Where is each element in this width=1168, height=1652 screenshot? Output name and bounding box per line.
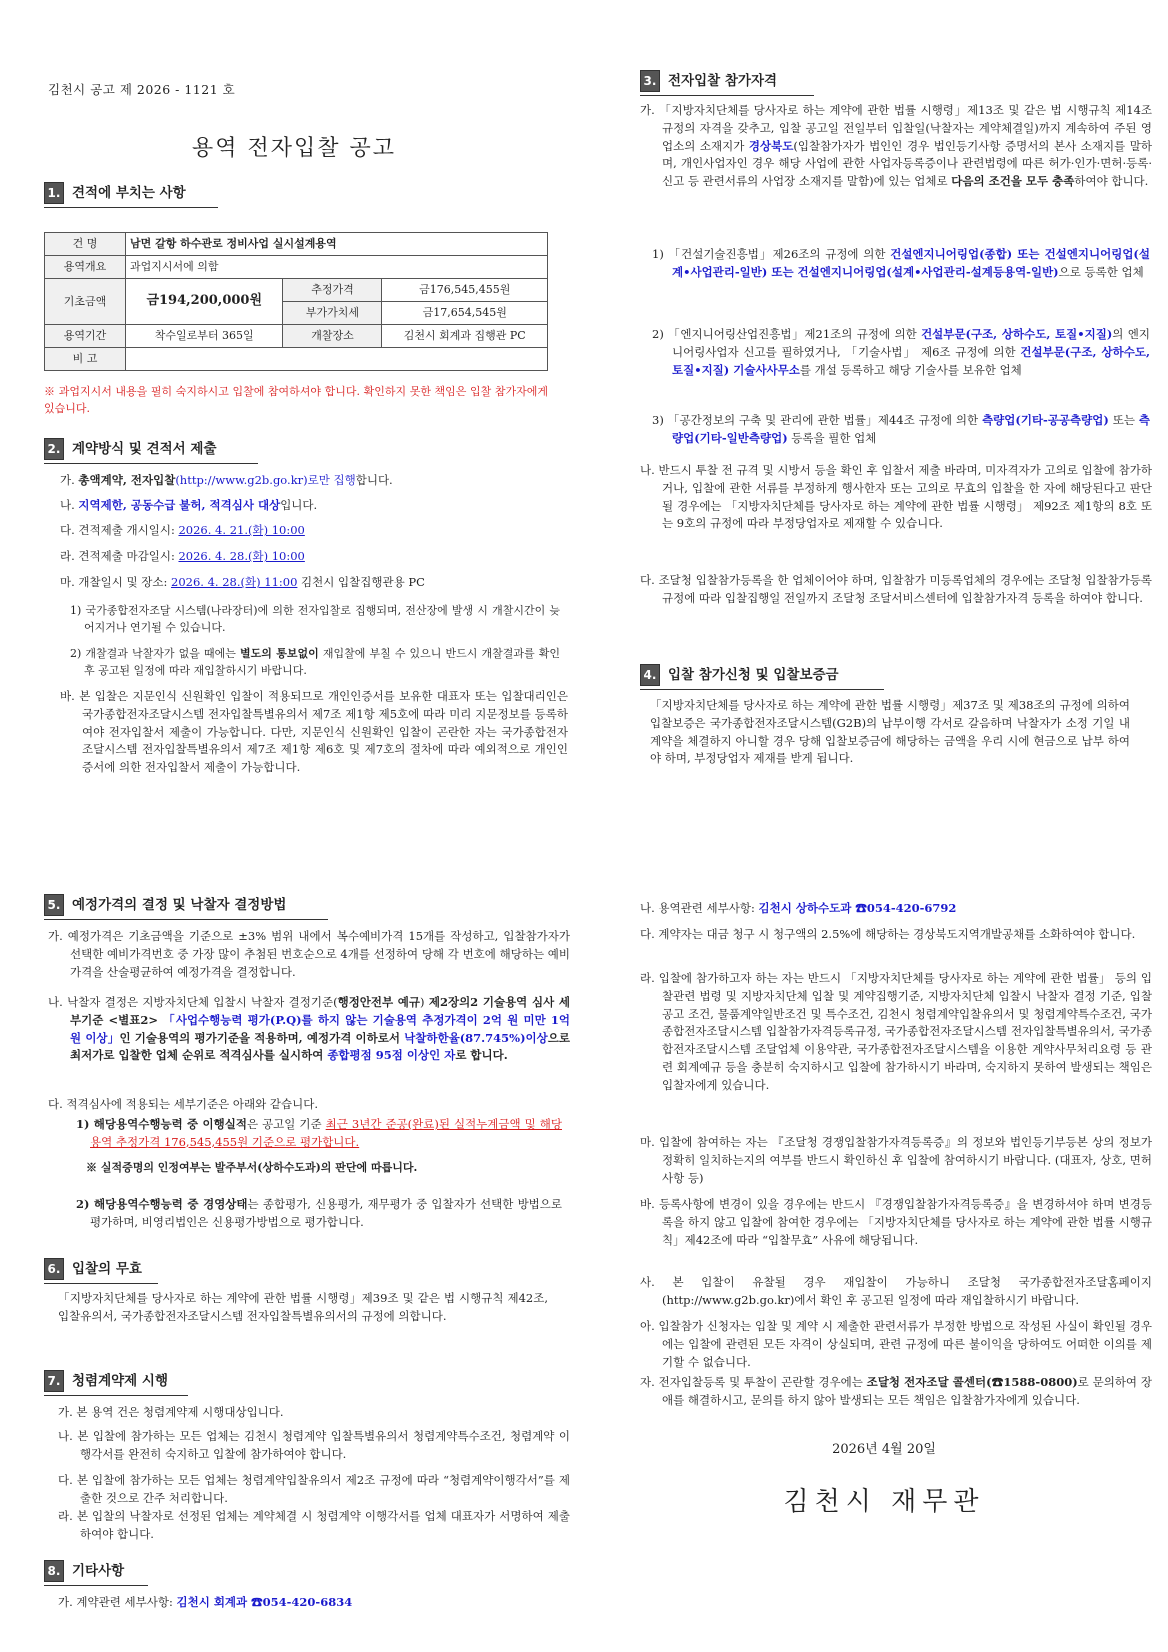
section-number: 7. — [44, 1370, 64, 1392]
s2-sub-1: 1) 국가종합전자조달 시스템(나라장터)에 의한 전자입찰로 집행되며, 전산장에 발생 시 개찰시간이 늦어지거나 연기될 수 있습니다. — [70, 604, 560, 635]
notice-number: 김천시 공고 제 2026 - 1121 호 — [48, 82, 236, 97]
opening-place: 김천시 회계과 집행관 PC — [382, 325, 548, 348]
table-header-cell: 용역기간 — [45, 325, 126, 348]
s2-item-ga: 가. 총액계약, 전자입찰(http://www.g2b.go.kr)로만 집행합니다. — [60, 473, 393, 487]
table-header-cell: 비 고 — [45, 348, 126, 371]
section-title: 견적에 부치는 사항 — [72, 184, 186, 201]
section-number: 6. — [44, 1258, 64, 1280]
section-title: 전자입찰 참가자격 — [668, 72, 778, 89]
s8-item-ga: 가. 계약관련 세부사항: 김천시 회계과 ☎054-420-6834 — [58, 1595, 353, 1609]
estimate-table — [44, 232, 548, 371]
s2-item-ra: 라. 견적제출 마감일시: 2026. 4. 28.(화) 10:00 — [60, 549, 305, 563]
s8-item-da: 다. 계약자는 대금 청구 시 청구액의 2.5%에 해당하는 경상북도지역개발공채를 소화하여야 합니다. — [640, 927, 1136, 941]
warning-note: ※ 과업지시서 내용을 필히 숙지하시고 입찰에 참여하셔야 합니다. 확인하지 못한 책임은 입찰 참가자에게 있습니다. — [44, 385, 548, 416]
s3-item-na: 나. 반드시 투찰 전 규격 및 시방서 등을 확인 후 입찰서 제출 바라며, 미자격자가 고의로 입찰에 참가하거나, 입찰에 관한 서류를 부정하게 행사한자 또는 고의로 무효의 입찰을 한 자에 해당된다고 판단될 경우에는 「지방자치단체를 당사자로 하는 계약에 관한 법률 시행령」 제92조 제1항의 8호 또는 9호의 규정에 따라 부정당업자로 제재할 수 있습니다. — [640, 463, 1152, 531]
s2-item-na: 나. 지역제한, 공동수급 불허, 적격심사 대상입니다. — [60, 498, 318, 512]
section-1-header — [44, 182, 224, 204]
section-4-header — [640, 664, 890, 686]
project-name: 남면 갈항 하수관로 정비사업 실시설계용역 — [126, 233, 548, 256]
section-number: 5. — [44, 894, 64, 916]
s3-qual-2: 2) 「엔지니어링산업진흥법」제21조의 규정에 의한 건설부문(구조, 상하수도, 토질•지질)의 엔지니어링사업자 신고를 필하였거나, 「기술사법」 제6조 규정에 의한 건설부문(구조, 상하수도, 토질•지질) 기술사사무소를 개설 등록하고 해당 기술사를 보유한 업체 — [652, 327, 1150, 377]
s5-item-ga: 가. 예정가격은 기초금액을 기준으로 ±3% 범위 내에서 복수예비가격 15개를 작성하고, 입찰참가자가 선택한 예비가격번호 중 가장 많이 추첨된 번호순으로 4개를 선정하여 당해 각 번호에 해당하는 예비가격을 산술평균하여 예정가격을 결정합니다. — [48, 929, 570, 979]
s7-item-ra: 라. 본 입찰의 낙찰자로 선정된 업체는 계약체결 시 청렴계약 이행각서를 업체 대표자가 서명하여 제출하여야 합니다. — [58, 1509, 570, 1541]
section-8-header — [44, 1560, 154, 1582]
s6-body: 「지방자치단체를 당사자로 하는 계약에 관한 법률 시행령」제39조 및 같은 법 시행규칙 제42조, 입찰유의서, 국가종합전자조달시스템 전자입찰특별유의서의 규정에 의합니다. — [58, 1291, 548, 1323]
section-5-header — [44, 894, 334, 916]
s2-sub-2: 2) 개찰결과 낙찰자가 없을 때에는 별도의 통보없이 재입찰에 부칠 수 있으니 반드시 개찰결과를 확인 후 공고된 일정에 따라 재입찰하시기 바랍니다. — [70, 647, 560, 678]
vat-amount: 금17,654,545원 — [382, 302, 548, 325]
table-row — [45, 256, 548, 279]
s5-sub-1: 1) 해당용역수행능력 중 이행실적은 공고일 기준 최근 3년간 준공(완료)된 실적누계금액 및 해당 용역 추정가격 176,545,455원 기준으로 평가합니다. — [76, 1117, 562, 1149]
s3-item-da: 다. 조달청 입찰참가등록을 한 업체이어야 하며, 입찰참가 미등록업체의 경우에는 조달청 입찰참가등록규정에 따라 입찰집행일 전일까지 조달청 조달서비스센터에 입찰참가자격 등록을 하여야 합니다. — [640, 573, 1152, 605]
s4-body: 「지방자치단체를 당사자로 하는 계약에 관한 법률 시행령」제37조 및 제38조의 규정에 의하여 입찰보증은 국가종합전자조달시스템(G2B)의 납부이행 각서로 갈음하며 낙찰자가 소정 기일 내 계약을 체결하지 아니할 경우 당해 입찰보증금에 해당하는 금액을 우리 시에 현금으로 납부 하여야 하며, 부정당업자 제재를 받게 됩니다. — [650, 698, 1130, 766]
s8-item-ma: 마. 입찰에 참여하는 자는 『조달청 경쟁입찰참가자격등록증』의 정보와 법인등기부등본 상의 정보가 정확히 일치하는지의 여부를 반드시 확인하신 후 입찰에 참여하시기 바랍니다. (대표자, 상호, 면허사항 등) — [640, 1135, 1152, 1185]
s3-item-ga: 가. 「지방자치단체를 당사자로 하는 계약에 관한 법률 시행령」제13조 및 같은 법 시행규칙 제14조 규정의 자격을 갖추고, 입찰 공고일 전일부터 입찰일(낙찰자는 계약체결일)까지 계속하여 주된 영업소의 소재지가 경상북도(입찰참가자가 법인인 경우 법인등기사항 증명서의 본사 소재지를 말하며, 개인사업자인 경우 해당 사업에 관한 사업자등록증이나 관련법령에 따른 허가·인가·면허·등록·신고 등 관련서류의 사업장 소재지를 말함)에 있는 업체로 다음의 조건을 모두 충족하여야 합니다. — [640, 103, 1153, 189]
section-number: 8. — [44, 1560, 64, 1582]
s8-item-a: 아. 입찰참가 신청자는 입찰 및 계약 시 제출한 관련서류가 부정한 방법으로 작성된 사실이 확인될 경우에는 입찰에 관련된 모든 자격이 상실되며, 관련 규정에 따른 불이익을 당하여도 어떠한 이의를 제기할 수 없습니다. — [640, 1319, 1152, 1369]
s7-item-ga: 가. 본 용역 건은 청렴계약제 시행대상입니다. — [58, 1405, 284, 1419]
table-header-cell: 건 명 — [45, 233, 126, 256]
section-title: 예정가격의 결정 및 낙찰자 결정방법 — [72, 896, 287, 913]
table-header-cell: 기초금액 — [45, 279, 126, 325]
s3-qual-3: 3) 「공간정보의 구축 및 관리에 관한 법률」제44조 규정에 의한 측량업(기타-공공측량업) 또는 측량업(기타-일반측량업) 등록을 필한 업체 — [652, 413, 1151, 445]
section-number: 1. — [44, 182, 64, 204]
remarks — [126, 348, 548, 371]
s7-item-na: 나. 본 입찰에 참가하는 모든 업체는 김천시 청렴계약 입찰특별유의서 청렴계약특수조건, 청렴계약 이행각서를 완전히 숙지하고 입찰에 참가하여야 합니다. — [58, 1429, 570, 1461]
table-row — [45, 233, 548, 256]
section-title: 청렴계약제 시행 — [72, 1372, 168, 1389]
section-7-header — [44, 1370, 194, 1392]
s3-qual-1: 1) 「건설기술진흥법」제26조의 규정에 의한 건설엔지니어링업(종합) 또는 건설엔지니어링업(설계•사업관리-일반) 또는 건설엔지니어링업(설계•사업관리-설계등용역-일반)으로 등록한 업체 — [652, 247, 1150, 279]
estimated-price: 금176,545,455원 — [382, 279, 548, 302]
notice-date: 2026년 4월 20일 — [832, 1442, 936, 1457]
section-number: 2. — [44, 438, 64, 460]
s5-item-na: 나. 낙찰자 결정은 지방자치단체 입찰시 낙찰자 결정기준(행정안전부 예규) 제2장의2 기술용역 심사 세부기준 <별표2> 「사업수행능력 평가(P.Q)를 하지 않는 기술용역 추정가격이 2억 원 미만 1억 원 이상」인 기술용역의 평가기준을 적용하며, 예정가격 이하로서 낙찰하한율(87.745%)이상으로 최저가로 입찰한 업체 순위로 적격심사를 실시하여 종합평점 95점 이상인 자로 합니다. — [48, 995, 570, 1063]
s7-item-da: 다. 본 입찰에 참가하는 모든 업체는 청렴계약입찰유의서 제2조 규정에 따라 “청렴계약이행각서”를 제출한 것으로 간주 처리합니다. — [58, 1473, 570, 1505]
section-2-header — [44, 438, 264, 460]
section-title: 기타사항 — [72, 1562, 125, 1579]
section-6-header — [44, 1258, 164, 1280]
page-title: 용역 전자입찰 공고 — [191, 136, 396, 161]
s2-item-ba: 바. 본 입찰은 지문인식 신원확인 입찰이 적용되므로 개인인증서를 보유한 대표자 또는 입찰대리인은 국가종합전자조달시스템 전자입찰특별유의서 제7조 제1항 제5호에 따라 미리 지문정보를 등록하여야 전자입찰서 제출이 가능합니다. 다만, 지문인식 신원확인 입찰이 곤란한 자는 국가종합전자조달시스템 전자입찰특별유의서 제7조 제1항 제6호 및 제7호의 절차에 따라 예외적으로 개인인증서에 의한 전자입찰서 제출이 가능합니다. — [60, 689, 568, 775]
table-row — [45, 279, 548, 302]
section-title: 계약방식 및 견적서 제출 — [72, 440, 217, 457]
s5-sub-1-note: ※ 실적증명의 인정여부는 발주부서(상하수도과)의 판단에 따릅니다. — [86, 1161, 418, 1174]
s8-item-na: 나. 용역관련 세부사항: 김천시 상하수도과 ☎054-420-6792 — [640, 901, 957, 915]
s8-item-sa: 사. 본 입찰이 유찰될 경우 재입찰이 가능하니 조달청 국가종합전자조달홈페이지(http://www.g2b.go.kr)에서 확인 후 공고된 일정에 따라 재입찰하시기 바랍니다. — [640, 1275, 1152, 1307]
issuing-organization: 김천시 재무관 — [783, 1487, 985, 1517]
s2-item-da: 다. 견적제출 개시일시: 2026. 4. 21.(화) 10:00 — [60, 523, 305, 537]
section-title: 입찰 참가신청 및 입찰보증금 — [668, 666, 839, 683]
base-price: 금194,200,000원 — [126, 279, 283, 325]
table-header-cell: 부가가치세 — [283, 302, 382, 325]
section-number: 3. — [640, 70, 660, 92]
section-number: 4. — [640, 664, 660, 686]
s8-item-ja: 자. 전자입찰등록 및 투찰이 곤란할 경우에는 조달청 전자조달 콜센터(☎1588-0800)로 문의하여 장애를 해결하시고, 문의를 하지 않아 발생되는 모든 책임은 입찰참가자에게 있습니다. — [640, 1375, 1152, 1407]
s8-item-ba: 바. 등록사항에 변경이 있을 경우에는 반드시 『경쟁입찰참가자격등록증』을 변경하셔야 하며 변경등록을 하지 않고 입찰에 참여한 경우에는 「지방자치단체를 당사자로 하는 계약에 관한 법률 시행규칙」제42조에 따라 “입찰무효” 사유에 해당됩니다. — [640, 1197, 1152, 1247]
s5-sub-2: 2) 해당용역수행능력 중 경영상태는 종합평가, 신용평가, 재무평가 중 입찰자가 선택한 방법으로 평가하며, 비영리법인은 신용평가방법으로 평가합니다. — [76, 1197, 563, 1229]
s2-item-ma: 마. 개찰일시 및 장소: 2026. 4. 28.(화) 11:00 김천시 입찰집행관용 PC — [60, 575, 425, 589]
table-row — [45, 348, 548, 371]
table-header-cell: 개찰장소 — [283, 325, 382, 348]
table-header-cell: 용역개요 — [45, 256, 126, 279]
table-cell: 과업지시서에 의함 — [126, 256, 548, 279]
s8-item-ra: 라. 입찰에 참가하고자 하는 자는 반드시 「지방자치단체를 당사자로 하는 계약에 관한 법률」 등의 입찰관련 법령 및 지방자치단체 입찰 및 계약집행기준, 지방자치단체 입찰시 낙찰자 결정 기준, 입찰공고 조건, 물품계약일반조건 및 특수조건, 김천시 청렴계약입찰유의서 및 청렴계약특수조건, 국가종합전자조달시스템 입찰참가자격등록규정, 국가종합전자조달시스템 전자입찰특별유의서, 국가종합전자조달시스템 조달업체 이용약관, 국가종합전자조달시스템을 이용한 계약사무처리요령 등 관련 회계예규 등을 충분히 숙지하시고 입찰에 참가하시기 바라며, 숙지하지 못하여 발생되는 책임은 입찰자에게 있습니다. — [640, 971, 1152, 1092]
table-row — [45, 325, 548, 348]
table-header-cell: 추정가격 — [283, 279, 382, 302]
section-3-header — [640, 70, 820, 92]
s5-item-da: 다. 적격심사에 적용되는 세부기준은 아래와 같습니다. — [48, 1097, 318, 1111]
service-period: 착수일로부터 365일 — [126, 325, 283, 348]
section-title: 입찰의 무효 — [72, 1260, 142, 1277]
